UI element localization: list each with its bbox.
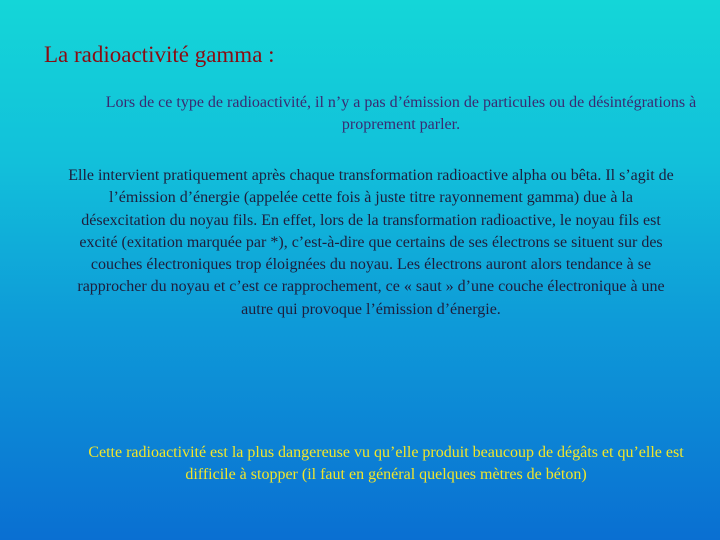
slide-title: La radioactivité gamma : <box>44 42 275 67</box>
danger-paragraph: Cette radioactivité est la plus dangereuse vu qu’elle produit beaucoup de dégâts et qu’elle est difficile à stopper (il faut en général quelques mètres de béton) <box>88 444 684 483</box>
intro-paragraph: Lors de ce type de radioactivité, il n’y a pas d’émission de particules ou de désintégrations à proprement parler. <box>105 94 697 133</box>
explanation-paragraph: Elle intervient pratiquement après chaque transformation radioactive alpha ou bêta. Il s’agit de l’émission d’énergie (appelée cette fois à juste titre rayonnement gamma) due à la désexcitation du noyau fils. En effet, lors de la transformation radioactive, le noyau fils est excité (exitation marquée par *), c’est-à-dire que certains de ses électrons se situent sur des couches électroniques trop éloignées du noyau. Les électrons auront alors tendance à se rapprocher du noyau et c’est ce rapprochement, ce « saut » d’une couche électronique à une autre qui provoque l’émission d’énergie. <box>68 167 674 318</box>
